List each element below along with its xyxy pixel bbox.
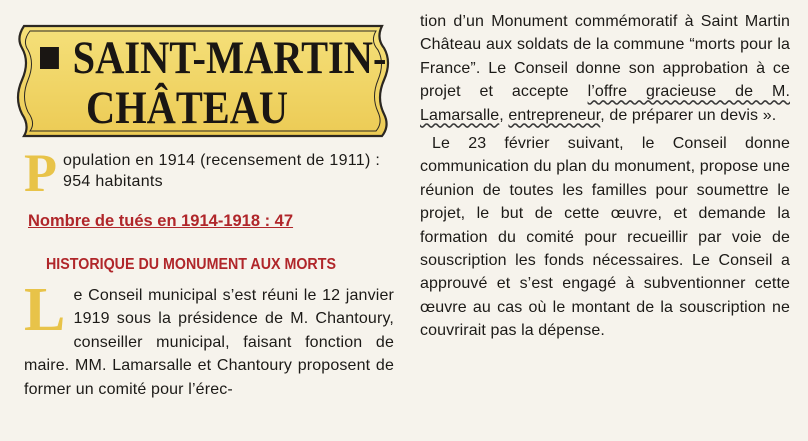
population-dropcap: P (24, 143, 57, 203)
right-p1-start: tion d’un Monument commémoratif à Saint Martin Château aux soldats de la commune “morts pour la France”. Le Conseil donne son approbation à ce projet et accepte (420, 13, 790, 101)
underlined-offer: l’offre gracieuse de M. Lamarsalle (420, 83, 790, 124)
population-text: opulation en 1914 (recensement de 1911) : 954 habitants (63, 152, 381, 190)
left-body-text: e Conseil municipal s’est réuni le 12 janvier 1919 sous la présidence de M. Chantoury, conseiller municipal, faisant fonction de maire. MM. Lamarsalle et Chantoury proposent de former un comité pour l’érec- (24, 287, 394, 398)
right-paragraph-2: Le 23 février suivant, le Conseil donne communication du plan du monument, propose une réunion de toutes les familles pour soumettre le projet, le but de cette œuvre, et demande la formation du comité pour recueillir par voie de souscription les fonds nécessaires. Le Conseil a approuvé et s’est engagé à subventionner cette œuvre au cas où le montant de la souscription ne couvrirait pas la dépense. (420, 135, 790, 340)
section-heading: HISTORIQUE DU MONUMENT AUX MORTS (46, 256, 336, 273)
killed-count-heading: Nombre de tués en 1914-1918 : 47 (28, 212, 294, 230)
paragraph-dropcap: L (24, 276, 66, 344)
right-paragraph-1 (420, 10, 790, 127)
title-line-2: CHÂTEAU (86, 82, 289, 134)
left-body-paragraph (24, 276, 394, 401)
title-box (10, 22, 396, 140)
left-column (24, 143, 394, 398)
right-column (420, 10, 790, 343)
right-p1-middle: , (499, 106, 509, 124)
population-paragraph (24, 143, 394, 203)
underlined-entrepreneur: entrepreneur (508, 106, 601, 124)
square-bullet-icon (40, 47, 59, 69)
title-line-1: SAINT-MARTIN- (40, 32, 386, 84)
right-p1-end: , de préparer un devis ». (600, 106, 777, 124)
